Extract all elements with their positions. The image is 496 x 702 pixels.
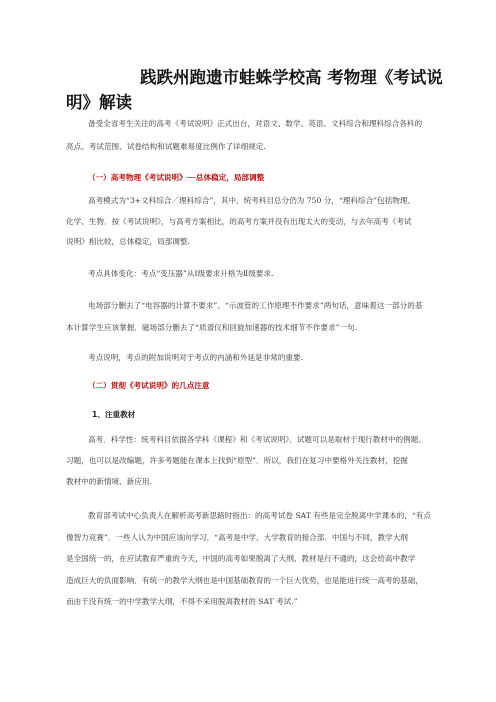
textbook-line-1: 高考．科学性：统考科目依据各学科《课程》和《考试说明》．试题可以是取材于现行教材中的例题、 <box>88 435 426 444</box>
section-heading-1: （一）高考物理《考试说明》──总体稳定，局部调整 <box>88 173 265 182</box>
removed-items-line-1: 电场部分删去了“电容器的计算不要求”、“示波管的工作原理不作要求”两句话，意味着这一部分的基 <box>88 301 423 310</box>
expert-line-5: 而由于没有统一的中学教学大纲，不得不采用脱离教材的 SAT 考试.” <box>66 597 298 606</box>
expert-line-4: 造成巨大的负面影响．有统一的教学大纲也是中国基础教育的一个巨大优势，也是能进行统一高考的基础， <box>66 576 423 585</box>
exam-mode-line-2: 化学、生物．按《考试说明》，与高考方案相比，的高考方案并没有出现太大的变动，与去年高考《考试 <box>66 217 412 226</box>
textbook-line-2: 习题，也可以是改编题，许多考题能在课本上找到“原型”．所以，我们在复习中要格外关注教材，挖掘 <box>66 456 408 465</box>
intro-paragraph-line-2: 亮点、考试范围、试卷结构和试题难易度比例作了详细规定. <box>66 142 266 151</box>
expert-line-2: 像智力竞赛”．一些人认为中国应该向学习．“高考是中学、大学教育的接合部．中国与不同，教学大纲 <box>66 533 408 542</box>
section-heading-2: （二）贯彻《考试说明》的几点注意 <box>88 381 210 390</box>
document-title-line-1: 践跌州跑遗市蛙蛛学校高 考物理《考试说 <box>140 68 443 87</box>
document-title-line-2: 明》解读 <box>66 93 132 112</box>
expert-line-1: 教育部考试中心负责人在解析高考新思路时指出：的高考试卷 SAT 有些是完全脱离中学课本的，“有点 <box>88 511 431 520</box>
expert-line-3: 是全国统一的，在应试教育严重的今天，中国的高考如果脱离了大纲、教材是行不通的，这会给高中教学 <box>66 554 416 563</box>
intro-paragraph-line-1: 备受全省考生关注的高考《考试说明》正式出台，对语文、数学、英语、文科综合和理科综合各科的 <box>88 119 423 128</box>
note-paragraph: 考点说明，考点的附加说明对于考点的内涵和外延是非常的重要. <box>88 353 304 362</box>
textbook-line-3: 教材中的新情境、新应用. <box>66 477 152 486</box>
removed-items-line-2: 本计算学生应该掌握．磁场部分删去了“质谱仪和回旋加速器的技术细节不作要求”一句. <box>66 323 358 332</box>
change-paragraph: 考点具体变化：考点“变压器”从Ⅰ级要求升格为Ⅱ级要求. <box>88 269 274 278</box>
exam-mode-line-1: 高考模式为“3+文科综合／理科综合”，其中，统考科目总分仍为 750 分，“理科综合”包括物理、 <box>88 196 416 205</box>
subheading-textbook: 1、注重教材 <box>92 410 136 419</box>
exam-mode-line-3: 说明》相比较，总体稳定，局部调整. <box>66 237 190 246</box>
